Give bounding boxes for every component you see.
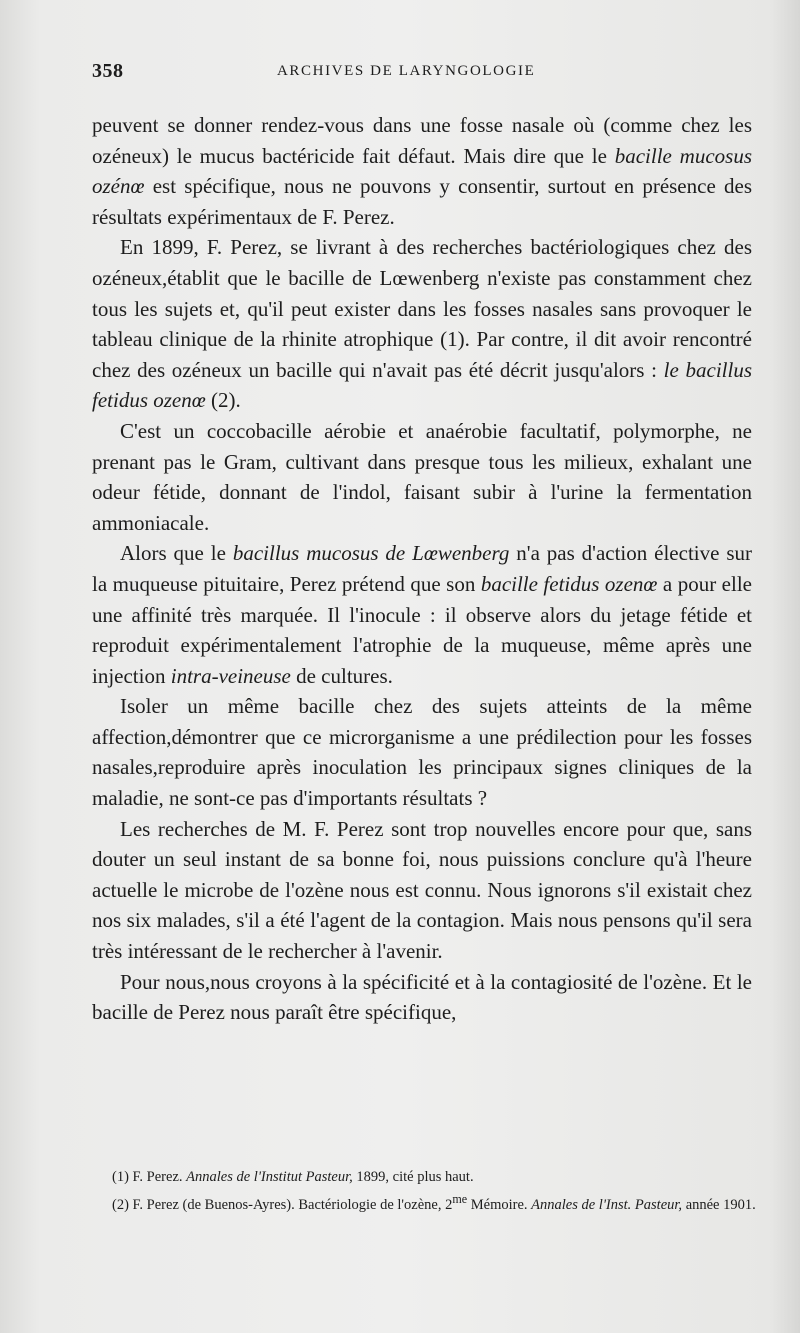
- footnote-1-text-c: 1899, cité plus haut.: [352, 1169, 474, 1185]
- footnote-2: [92, 1188, 757, 1216]
- paragraph-3: C'est un coccobacille aérobie et anaérobie facultatif, polymorphe, ne prenant pas le Gram, cultivant dans presque tous les milieux, exhalant une odeur fétide, donnant de l'indol, faisant subir à l'urine la fermentation ammoniacale.: [92, 418, 752, 535]
- page-number: 358: [92, 60, 124, 82]
- footnote-1-text-a: (1) F. Perez.: [112, 1169, 187, 1185]
- footnote-2-text-a: (2) F. Perez (de Buenos-Ayres). Bactériologie de l'ozène, 2: [112, 1196, 453, 1213]
- paragraph-6: Les recherches de M. F. Perez sont trop nouvelles encore pour que, sans douter un seul instant de sa bonne foi, nous puissions conclure qu'à l'heure actuelle le microbe de l'ozène nous est connu. Nous ignorons s'il existait chez nos six malades, s'il a été l'agent de la contagion. Mais nous pensons qu'il sera très intéressant de le rechercher à l'avenir.: [92, 816, 752, 964]
- page-header: [92, 60, 752, 90]
- paragraph-4-text-g: de cultures.: [290, 663, 393, 688]
- footnote-1-journal: Annales de l'Institut Pasteur,: [186, 1169, 353, 1185]
- paragraph-1: [92, 110, 752, 232]
- footnote-2-text-b: Mémoire.: [467, 1196, 532, 1213]
- paragraph-4-text-a: Alors que le: [120, 541, 233, 566]
- footnote-2-journal: Annales de l'Inst. Pasteur,: [531, 1196, 683, 1213]
- paragraph-2-italic-term: le bacillus fetidus ozenœ: [92, 357, 753, 413]
- paragraph-4-italic-term-2: bacille fetidus ozenœ: [480, 571, 658, 596]
- paragraph-4-text-c: n'a pas d'action élective sur la muqueuse pituitaire, Perez prétend que son: [92, 541, 752, 596]
- paragraph-4: [92, 538, 752, 691]
- paragraph-2-text-c: (2).: [205, 388, 241, 413]
- paragraph-1-italic-term: bacille mucosus ozénœ: [92, 143, 752, 199]
- footnote-2-superscript: me: [452, 1192, 468, 1206]
- paragraph-4-italic-term-1: bacillus mucosus de Lœwenberg: [232, 541, 510, 566]
- body-text: [92, 110, 752, 1028]
- footnote-2-text-d: année 1901.: [682, 1196, 756, 1213]
- running-title: ARCHIVES DE LARYNGOLOGIE: [277, 63, 536, 79]
- paragraph-1-text-a: peuvent se donner rendez-vous dans une fosse nasale où (comme chez les ozéneux) le mucus bactéricide fait défaut. Mais dire que le: [92, 113, 752, 168]
- paragraph-2-text-a: En 1899, F. Perez, se livrant à des recherches bactériologiques chez des ozéneux,établit que le bacille de Lœwenberg n'existe pas constamment chez tous les sujets et, qu'il peut exister dans les fosses nasales sans provoquer le tableau clinique de la rhinite atrophique (1). Par contre, il dit avoir rencontré chez des ozéneux un bacille qui n'avait pas été décrit jusqu'alors :: [92, 235, 752, 382]
- footnote-1: [92, 1166, 757, 1188]
- footnotes: [92, 1166, 757, 1216]
- paragraph-5: Isoler un même bacille chez des sujets atteints de la même affection,démontrer que ce microrganisme a une prédilection pour les fosses nasales,reproduire après inoculation les principaux signes cliniques de la maladie, ne sont-ce pas d'importants résultats ?: [92, 694, 752, 811]
- paragraph-4-italic-term-3: intra-veineuse: [170, 663, 291, 688]
- paragraph-2: [92, 232, 752, 416]
- paragraph-4-text-e: a pour elle une affinité très marquée. Il l'inocule : il observe alors du jetage fétide et reproduit expérimentalement l'atrophie de la muqueuse, même après une injection: [92, 571, 752, 688]
- paragraph-1-text-c: est spécifique, nous ne pouvons y consentir, surtout en présence des résultats expérimentaux de F. Perez.: [92, 174, 752, 229]
- paragraph-7: Pour nous,nous croyons à la spécificité et à la contagiosité de l'ozène. Et le bacille de Perez nous paraît être spécifique,: [92, 969, 752, 1025]
